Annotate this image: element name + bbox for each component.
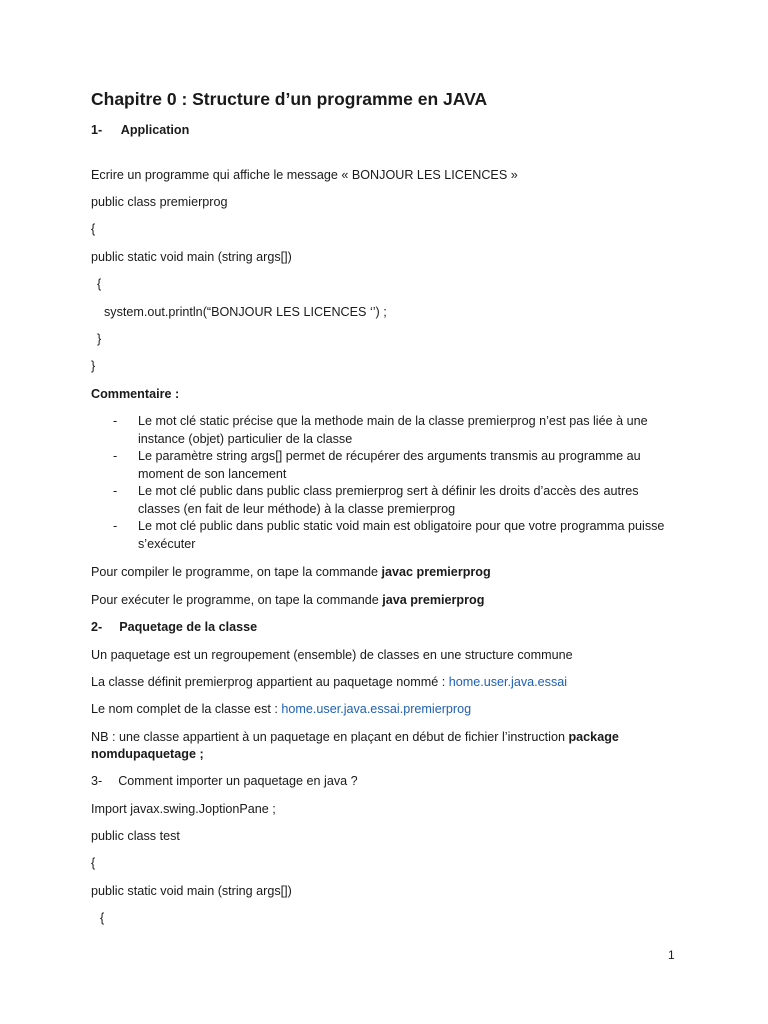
compile-instruction <box>91 564 491 580</box>
package-name-link[interactable]: home.user.java.essai <box>448 675 568 689</box>
code-line: { <box>91 856 96 870</box>
section-3-number: 3- <box>91 774 103 788</box>
code-line: } <box>97 332 102 346</box>
package-belongs <box>91 674 567 690</box>
execute-command: java premierprog <box>382 593 485 607</box>
bullet-text: Le mot clé static précise que la methode main de la classe premierprog n’est pas liée à une instance (objet) particulier de la classe <box>138 414 648 446</box>
comment-label: Commentaire : <box>91 387 180 401</box>
section-1-heading <box>91 122 189 138</box>
package-belongs-text: La classe définit premierprog appartient au paquetage nommé : <box>91 675 449 689</box>
bullet-dash: - <box>113 414 118 428</box>
section-2-number: 2- <box>91 620 103 634</box>
execute-instruction <box>91 592 484 608</box>
nb-keyword-continued: nomdupaquetage ; <box>91 747 204 761</box>
bullet-text: Le mot clé public dans public class premierprog sert à définir les droits d’accès des autres classes (en fait de leur méthode) à la classe premierprog <box>138 484 639 516</box>
section-1-title: Application <box>120 123 190 137</box>
section-3-heading <box>91 773 358 789</box>
class-fullname <box>91 701 471 717</box>
code-line: public static void main (string args[]) <box>91 884 292 898</box>
code-line: { <box>91 222 96 236</box>
nb-note <box>91 729 619 745</box>
package-definition: Un paquetage est un regroupement (ensemble) de classes en une structure commune <box>91 648 573 662</box>
code-line: { <box>97 277 102 291</box>
code-line: } <box>91 359 96 373</box>
code-line: public class premierprog <box>91 195 228 209</box>
compile-command: javac premierprog <box>381 565 491 579</box>
bullet-dash: - <box>113 519 118 533</box>
section-2-heading <box>91 619 257 635</box>
intro-text: Ecrire un programme qui affiche le message « BONJOUR LES LICENCES » <box>91 168 518 182</box>
bullet-dash: - <box>113 484 118 498</box>
code-line: public static void main (string args[]) <box>91 250 292 264</box>
code-line: Import javax.swing.JoptionPane ; <box>91 802 276 816</box>
page-number: 1 <box>668 948 675 962</box>
class-fullname-text: Le nom complet de la classe est : <box>91 702 282 716</box>
execute-text: Pour exécuter le programme, on tape la commande <box>91 593 383 607</box>
section-1-number: 1- <box>91 123 103 137</box>
class-fullname-link[interactable]: home.user.java.essai.premierprog <box>281 702 472 716</box>
nb-keyword: package <box>568 730 619 744</box>
compile-text: Pour compiler le programme, on tape la commande <box>91 565 382 579</box>
bullet-dash: - <box>113 449 118 463</box>
bullet-text: Le paramètre string args[] permet de récupérer des arguments transmis au programme au moment de son lancement <box>138 449 641 481</box>
section-3-title: Comment importer un paquetage en java ? <box>118 774 358 788</box>
code-line: { <box>100 911 105 925</box>
bullet-text: Le mot clé public dans public static void main est obligatoire pour que votre programma puisse s’exécuter <box>138 519 665 551</box>
nb-text: NB : une classe appartient à un paquetage en plaçant en début de fichier l’instruction <box>91 730 569 744</box>
code-line: public class test <box>91 829 180 843</box>
section-2-title: Paquetage de la classe <box>119 620 258 634</box>
page-title: Chapitre 0 : Structure d’un programme en JAVA <box>91 89 488 109</box>
code-line: system.out.println(“BONJOUR LES LICENCES ‘’) ; <box>104 305 387 319</box>
